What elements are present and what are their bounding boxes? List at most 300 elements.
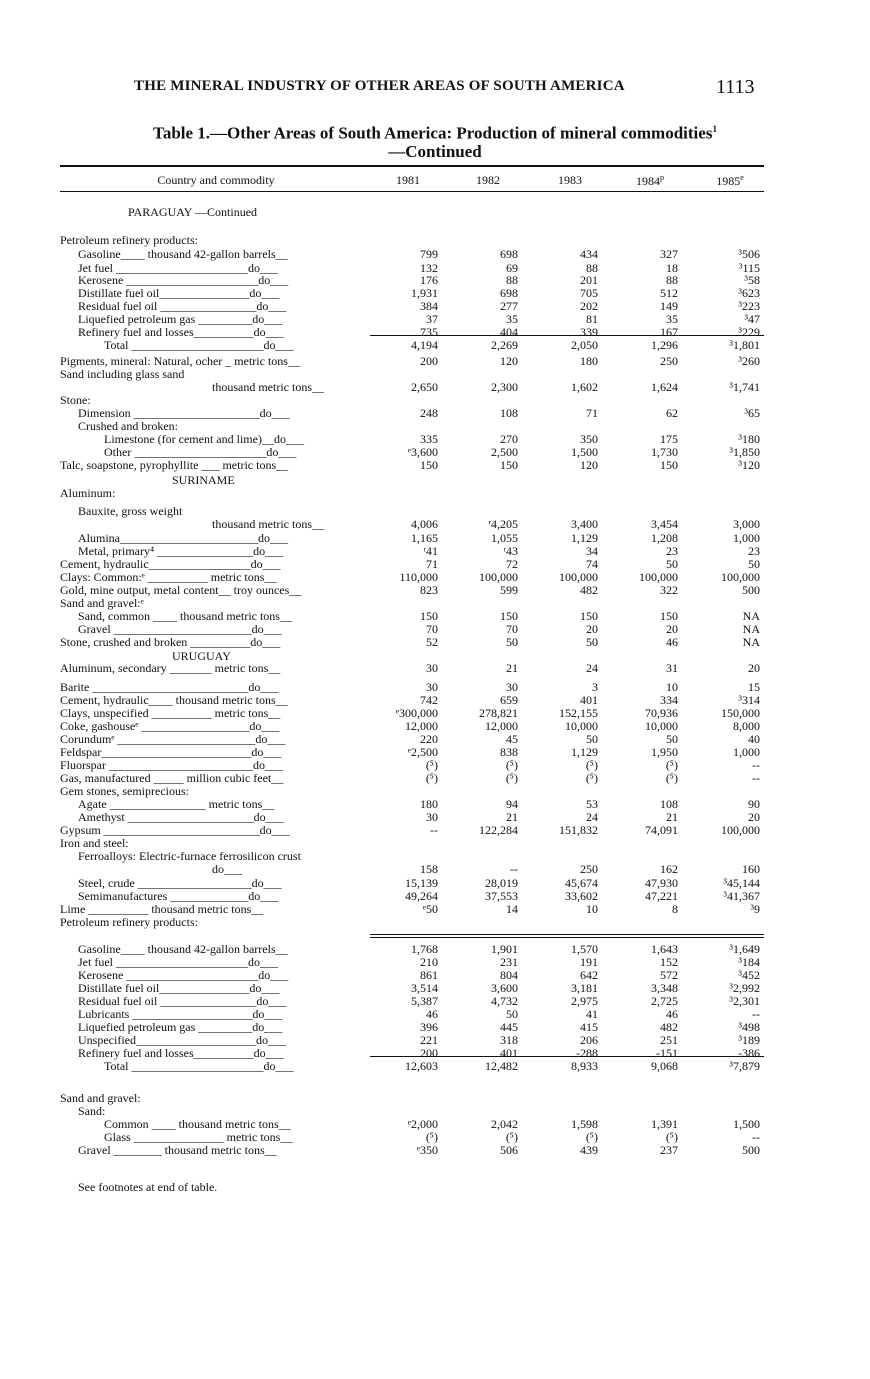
table-row	[0, 234, 870, 247]
value-cell: 30	[426, 661, 438, 675]
table-title	[60, 120, 810, 161]
value-cell: -151	[656, 1046, 678, 1060]
value-cell: 46	[666, 635, 678, 649]
value-cell: 150	[660, 609, 678, 623]
value-cell: (⁵)	[665, 771, 678, 785]
value-cell: 62	[666, 406, 678, 420]
value-cell: --	[752, 1130, 760, 1144]
value-cell: 8,933	[571, 1059, 598, 1073]
commodity-label: Ferroalloys: Electric-furnace ferrosilicon crust	[78, 850, 301, 863]
value-cell: ³1,741	[729, 380, 760, 394]
value-cell: 698	[500, 286, 518, 300]
value-cell: 248	[420, 406, 438, 420]
value-cell: 108	[660, 797, 678, 811]
country-section-heading	[0, 473, 870, 487]
column-header-1984-sup: p	[660, 173, 664, 182]
value-cell: 100,000	[559, 570, 598, 584]
value-cell: 572	[660, 968, 678, 982]
commodity-label: Kerosene ______________________do___	[78, 274, 289, 287]
value-cell: ³45,144	[723, 876, 760, 890]
value-cell: ³260	[738, 354, 760, 368]
value-cell: (⁵)	[505, 758, 518, 772]
value-cell: 74,091	[645, 823, 678, 837]
value-cell: 339	[580, 325, 598, 339]
value-cell: 2,269	[491, 338, 518, 352]
table-row	[0, 459, 870, 472]
table-row	[0, 916, 870, 929]
value-cell: 21	[666, 810, 678, 824]
country-section-label: SURINAME	[172, 473, 235, 487]
commodity-label: Clays, unspecified __________ metric tons__	[60, 707, 281, 720]
table-row	[0, 407, 870, 420]
table-title-footnote-marker: 1	[712, 124, 717, 134]
value-cell: ³223	[738, 299, 760, 313]
value-cell: 251	[660, 1033, 678, 1047]
value-cell: 52	[426, 635, 438, 649]
value-cell: 1,055	[491, 531, 518, 545]
country-section-label: PARAGUAY —Continued	[128, 205, 258, 219]
value-cell: 659	[500, 693, 518, 707]
value-cell: --	[510, 862, 518, 876]
column-header-commodity: Country and commodity	[157, 173, 275, 187]
value-cell: 735	[420, 325, 438, 339]
value-cell: 40	[748, 732, 760, 746]
value-cell: 1,165	[411, 531, 438, 545]
value-cell: 150,000	[721, 706, 760, 720]
value-cell: 231	[500, 955, 518, 969]
commodity-label: Sand, common ____ thousand metric tons__	[78, 610, 292, 623]
value-cell: 201	[580, 273, 598, 287]
value-cell: 202	[580, 299, 598, 313]
column-header-1985-year: 1985	[716, 174, 741, 188]
value-cell: ᵉ50	[422, 902, 438, 916]
value-cell: 1,500	[571, 445, 598, 459]
value-cell: (⁵)	[585, 771, 598, 785]
value-cell: 20	[586, 622, 598, 636]
commodity-label: Semimanufactures _____________do___	[78, 890, 279, 903]
value-cell: 150	[580, 609, 598, 623]
value-cell: 100,000	[639, 570, 678, 584]
value-cell: 12,000	[485, 719, 518, 733]
value-cell: 158	[420, 862, 438, 876]
value-cell: 200	[420, 354, 438, 368]
value-cell: 152	[660, 955, 678, 969]
commodity-label: Gypsum __________________________do___	[60, 824, 290, 837]
value-cell: 94	[506, 797, 518, 811]
value-cell: 318	[500, 1033, 518, 1047]
value-cell: 742	[420, 693, 438, 707]
value-cell: 278,821	[479, 706, 518, 720]
value-cell: ³184	[738, 955, 760, 969]
commodity-label: Gas, manufactured _____ million cubic feet__	[60, 772, 284, 785]
table-row	[0, 837, 870, 850]
commodity-label: Dimension _____________________do___	[78, 407, 290, 420]
value-cell: ᵉ350	[416, 1143, 438, 1157]
value-cell: NA	[742, 609, 760, 623]
value-cell: 21	[506, 661, 518, 675]
value-cell: 150	[500, 609, 518, 623]
value-cell: 1,643	[651, 942, 678, 956]
commodity-label: Petroleum refinery products:	[60, 916, 198, 929]
value-cell: 1,624	[651, 380, 678, 394]
commodity-label: Stone, crushed and broken __________do___	[60, 636, 281, 649]
table-row	[0, 772, 870, 785]
value-cell: 21	[506, 810, 518, 824]
commodity-label: Coke, gashouseᵉ __________________do___	[60, 720, 280, 733]
table-row	[0, 636, 870, 649]
value-cell: ³180	[738, 432, 760, 446]
value-cell: ³229	[738, 325, 760, 339]
table-row	[0, 584, 870, 597]
value-cell: 20	[748, 810, 760, 824]
table-row	[0, 1060, 870, 1073]
commodity-label: Lime __________ thousand metric tons__	[60, 903, 264, 916]
value-cell: (⁵)	[665, 758, 678, 772]
value-cell: 1,901	[491, 942, 518, 956]
value-cell: ʳ41	[423, 544, 438, 558]
commodity-label: Petroleum refinery products:	[60, 234, 198, 247]
value-cell: 28,019	[485, 876, 518, 890]
commodity-label: Kerosene ______________________do___	[78, 969, 289, 982]
value-cell: 445	[500, 1020, 518, 1034]
value-cell: 322	[660, 583, 678, 597]
value-cell: 70	[426, 622, 438, 636]
value-cell: 14	[506, 902, 518, 916]
table-row	[0, 903, 870, 916]
value-cell: 237	[660, 1143, 678, 1157]
commodity-label: Distillate fuel oil_______________do___	[78, 982, 280, 995]
value-cell: ³115	[738, 261, 760, 275]
value-cell: 122,284	[479, 823, 518, 837]
value-cell: ³41,367	[723, 889, 760, 903]
value-cell: ³189	[738, 1033, 760, 1047]
value-cell: 1,730	[651, 445, 678, 459]
value-cell: 1,931	[411, 286, 438, 300]
value-cell: 120	[500, 354, 518, 368]
value-cell: ³498	[738, 1020, 760, 1034]
value-cell: 220	[420, 732, 438, 746]
table-row	[0, 518, 870, 531]
value-cell: 434	[580, 247, 598, 261]
value-cell: (⁵)	[665, 1130, 678, 1144]
value-cell: ³1,649	[729, 942, 760, 956]
country-section-heading	[0, 205, 870, 219]
value-cell: 1,208	[651, 531, 678, 545]
commodity-label: Gravel _______________________do___	[78, 623, 282, 636]
table-title-line2: —Continued	[388, 141, 482, 161]
value-cell: 110,000	[399, 570, 438, 584]
value-cell: ³120	[738, 458, 760, 472]
value-cell: --	[752, 771, 760, 785]
value-cell: 3,348	[651, 981, 678, 995]
value-cell: ³2,301	[729, 994, 760, 1008]
value-cell: 3,600	[491, 981, 518, 995]
value-cell: 30	[506, 680, 518, 694]
column-header-1985	[700, 173, 760, 189]
value-cell: 88	[586, 261, 598, 275]
commodity-label: Aluminum:	[60, 487, 116, 500]
value-cell: 335	[420, 432, 438, 446]
value-cell: 160	[742, 862, 760, 876]
commodity-label: Common ____ thousand metric tons__	[104, 1118, 291, 1131]
table-top-rule	[60, 165, 764, 167]
value-cell: 1,000	[733, 745, 760, 759]
commodity-label: Barite __________________________do___	[60, 681, 279, 694]
commodity-label: Distillate fuel oil_______________do___	[78, 287, 280, 300]
value-cell: 1,768	[411, 942, 438, 956]
value-cell: 404	[500, 325, 518, 339]
value-cell: 50	[586, 732, 598, 746]
value-cell: 3,000	[733, 517, 760, 531]
commodity-label: Gasoline____ thousand 42-gallon barrels__	[78, 943, 288, 956]
value-cell: 2,042	[491, 1117, 518, 1131]
column-header-1981: 1981	[396, 173, 420, 187]
column-header-1985-sup: e	[740, 173, 744, 182]
value-cell: -288	[576, 1046, 598, 1060]
commodity-label: Glass _______________ metric tons__	[104, 1131, 293, 1144]
value-cell: --	[430, 823, 438, 837]
value-cell: 74	[586, 557, 598, 571]
value-cell: NA	[742, 635, 760, 649]
value-cell: (⁵)	[505, 1130, 518, 1144]
value-cell: 50	[666, 732, 678, 746]
value-cell: 5,387	[411, 994, 438, 1008]
value-cell: 45	[506, 732, 518, 746]
commodity-label: Bauxite, gross weight	[78, 505, 183, 518]
value-cell: 23	[748, 544, 760, 558]
value-cell: 2,650	[411, 380, 438, 394]
value-cell: 250	[580, 862, 598, 876]
table-row	[0, 355, 870, 368]
value-cell: 175	[660, 432, 678, 446]
section-separator-rule	[370, 934, 764, 935]
value-cell: 151,832	[559, 823, 598, 837]
value-cell: 88	[506, 273, 518, 287]
column-header-1984-year: 1984	[636, 174, 660, 188]
value-cell: 35	[666, 312, 678, 326]
value-cell: 88	[666, 273, 678, 287]
value-cell: 823	[420, 583, 438, 597]
value-cell: 49,264	[405, 889, 438, 903]
value-cell: 327	[660, 247, 678, 261]
value-cell: 71	[426, 557, 438, 571]
value-cell: 23	[666, 544, 678, 558]
commodity-label: Lubricants ____________________do___	[78, 1008, 283, 1021]
value-cell: 384	[420, 299, 438, 313]
value-cell: 350	[580, 432, 598, 446]
value-cell: 37	[426, 312, 438, 326]
commodity-label: Alumina_______________________do___	[78, 532, 288, 545]
commodity-label: Fluorspar ________________________do___	[60, 759, 283, 772]
table-row	[0, 824, 870, 837]
commodity-label: Aluminum, secondary _______ metric tons__	[60, 662, 281, 675]
value-cell: (⁵)	[585, 1130, 598, 1144]
value-cell: ³65	[744, 406, 760, 420]
value-cell: 162	[660, 862, 678, 876]
value-cell: 81	[586, 312, 598, 326]
commodity-label: Talc, soapstone, pyrophyllite ___ metric tons__	[60, 459, 289, 472]
value-cell: 50	[506, 1007, 518, 1021]
value-cell: 401	[500, 1046, 518, 1060]
value-cell: ³506	[738, 247, 760, 261]
value-cell: 180	[580, 354, 598, 368]
value-cell: 70	[506, 622, 518, 636]
value-cell: ³7,879	[729, 1059, 760, 1073]
column-header-1984	[620, 173, 680, 189]
value-cell: 150	[500, 458, 518, 472]
value-cell: 50	[586, 635, 598, 649]
value-cell: 10,000	[645, 719, 678, 733]
commodity-label: Feldspar_________________________do___	[60, 746, 282, 759]
value-cell: 35	[506, 312, 518, 326]
commodity-label: Total ______________________do___	[104, 339, 294, 352]
value-cell: NA	[742, 622, 760, 636]
column-header-1983: 1983	[558, 173, 582, 187]
value-cell: 149	[660, 299, 678, 313]
value-cell: 482	[660, 1020, 678, 1034]
value-cell: 500	[742, 583, 760, 597]
value-cell: 191	[580, 955, 598, 969]
value-cell: 152,155	[559, 706, 598, 720]
value-cell: 4,732	[491, 994, 518, 1008]
commodity-label: Pigments, mineral: Natural, ocher _ metric tons__	[60, 355, 300, 368]
table-row	[0, 381, 870, 394]
commodity-label: Total ______________________do___	[104, 1060, 294, 1073]
value-cell: ᵉ3,600	[407, 445, 438, 459]
commodity-label: Refinery fuel and losses__________do___	[78, 1047, 284, 1060]
value-cell: 698	[500, 247, 518, 261]
country-section-label: URUGUAY	[172, 649, 231, 663]
value-cell: 3,400	[571, 517, 598, 531]
value-cell: 1,570	[571, 942, 598, 956]
value-cell: 396	[420, 1020, 438, 1034]
value-cell: (⁵)	[505, 771, 518, 785]
value-cell: 37,553	[485, 889, 518, 903]
commodity-label: Jet fuel ______________________do___	[78, 956, 278, 969]
value-cell: 206	[580, 1033, 598, 1047]
value-cell: 2,975	[571, 994, 598, 1008]
value-cell: 439	[580, 1143, 598, 1157]
value-cell: 200	[420, 1046, 438, 1060]
running-head	[0, 76, 870, 100]
value-cell: 30	[426, 680, 438, 694]
value-cell: 1,391	[651, 1117, 678, 1131]
commodity-label: Residual fuel oil ________________do___	[78, 300, 287, 313]
value-cell: 221	[420, 1033, 438, 1047]
commodity-label: Sand:	[78, 1105, 106, 1118]
table-footnote: See footnotes at end of table.	[78, 1180, 218, 1194]
commodity-label: Refinery fuel and losses__________do___	[78, 326, 284, 339]
value-cell: 167	[660, 325, 678, 339]
value-cell: 120	[580, 458, 598, 472]
value-cell: 705	[580, 286, 598, 300]
value-cell: --	[752, 1007, 760, 1021]
commodity-label: Gem stones, semiprecious:	[60, 785, 189, 798]
commodity-label: Jet fuel ______________________do___	[78, 262, 278, 275]
total-rule	[370, 335, 764, 336]
value-cell: 31	[666, 661, 678, 675]
value-cell: 9,068	[651, 1059, 678, 1073]
value-cell: 3,514	[411, 981, 438, 995]
value-cell: 71	[586, 406, 598, 420]
value-cell: 10,000	[565, 719, 598, 733]
value-cell: 15,139	[405, 876, 438, 890]
value-cell: (⁵)	[585, 758, 598, 772]
value-cell: 8	[672, 902, 678, 916]
table-row	[0, 1092, 870, 1105]
commodity-label: Iron and steel:	[60, 837, 129, 850]
value-cell: 270	[500, 432, 518, 446]
value-cell: 45,674	[565, 876, 598, 890]
value-cell: (⁵)	[425, 771, 438, 785]
value-cell: 210	[420, 955, 438, 969]
value-cell: 100,000	[721, 570, 760, 584]
value-cell: 20	[748, 661, 760, 675]
value-cell: ³1,850	[729, 445, 760, 459]
value-cell: 69	[506, 261, 518, 275]
value-cell: 415	[580, 1020, 598, 1034]
value-cell: 72	[506, 557, 518, 571]
commodity-label: Steel, crude ___________________do___	[78, 877, 282, 890]
value-cell: 50	[506, 635, 518, 649]
value-cell: 2,725	[651, 994, 678, 1008]
value-cell: 24	[586, 810, 598, 824]
value-cell: 804	[500, 968, 518, 982]
value-cell: (⁵)	[425, 758, 438, 772]
value-cell: 1,500	[733, 1117, 760, 1131]
value-cell: 24	[586, 661, 598, 675]
value-cell: 250	[660, 354, 678, 368]
value-cell: 3,454	[651, 517, 678, 531]
table-row	[0, 248, 870, 261]
value-cell: 18	[666, 261, 678, 275]
value-cell: ᵉ300,000	[395, 706, 438, 720]
commodity-label: Metal, primary⁴ ________________do___	[78, 545, 284, 558]
commodity-label: Liquefied petroleum gas _________do___	[78, 313, 283, 326]
value-cell: ³9	[750, 902, 760, 916]
value-cell: 30	[426, 810, 438, 824]
table-header-rule	[60, 191, 764, 192]
value-cell: 2,050	[571, 338, 598, 352]
commodity-label: thousand metric tons__	[212, 381, 324, 394]
column-header-1982: 1982	[476, 173, 500, 187]
commodity-label: Residual fuel oil ________________do___	[78, 995, 287, 1008]
commodity-label: Sand including glass sand	[60, 368, 185, 381]
value-cell: 150	[420, 458, 438, 472]
commodity-label: Agate ________________ metric tons__	[78, 798, 275, 811]
table-row	[0, 487, 870, 500]
value-cell: --	[752, 758, 760, 772]
value-cell: 47,930	[645, 876, 678, 890]
value-cell: 100,000	[479, 570, 518, 584]
running-title: THE MINERAL INDUSTRY OF OTHER AREAS OF SOUTH AMERICA	[134, 78, 625, 94]
value-cell: 1,598	[571, 1117, 598, 1131]
value-cell: 46	[426, 1007, 438, 1021]
value-cell: 1,129	[571, 745, 598, 759]
value-cell: 33,602	[565, 889, 598, 903]
table-row	[0, 1144, 870, 1157]
table-row	[0, 863, 870, 876]
value-cell: ʳ43	[503, 544, 518, 558]
value-cell: 20	[666, 622, 678, 636]
commodity-label: do___	[212, 863, 242, 876]
commodity-label: Other ______________________do___	[104, 446, 297, 459]
value-cell: 90	[748, 797, 760, 811]
total-rule	[370, 1056, 764, 1057]
commodity-label: Gravel ________ thousand metric tons__	[78, 1144, 277, 1157]
value-cell: 861	[420, 968, 438, 982]
commodity-label: Corundumᵉ _______________________do___	[60, 733, 286, 746]
